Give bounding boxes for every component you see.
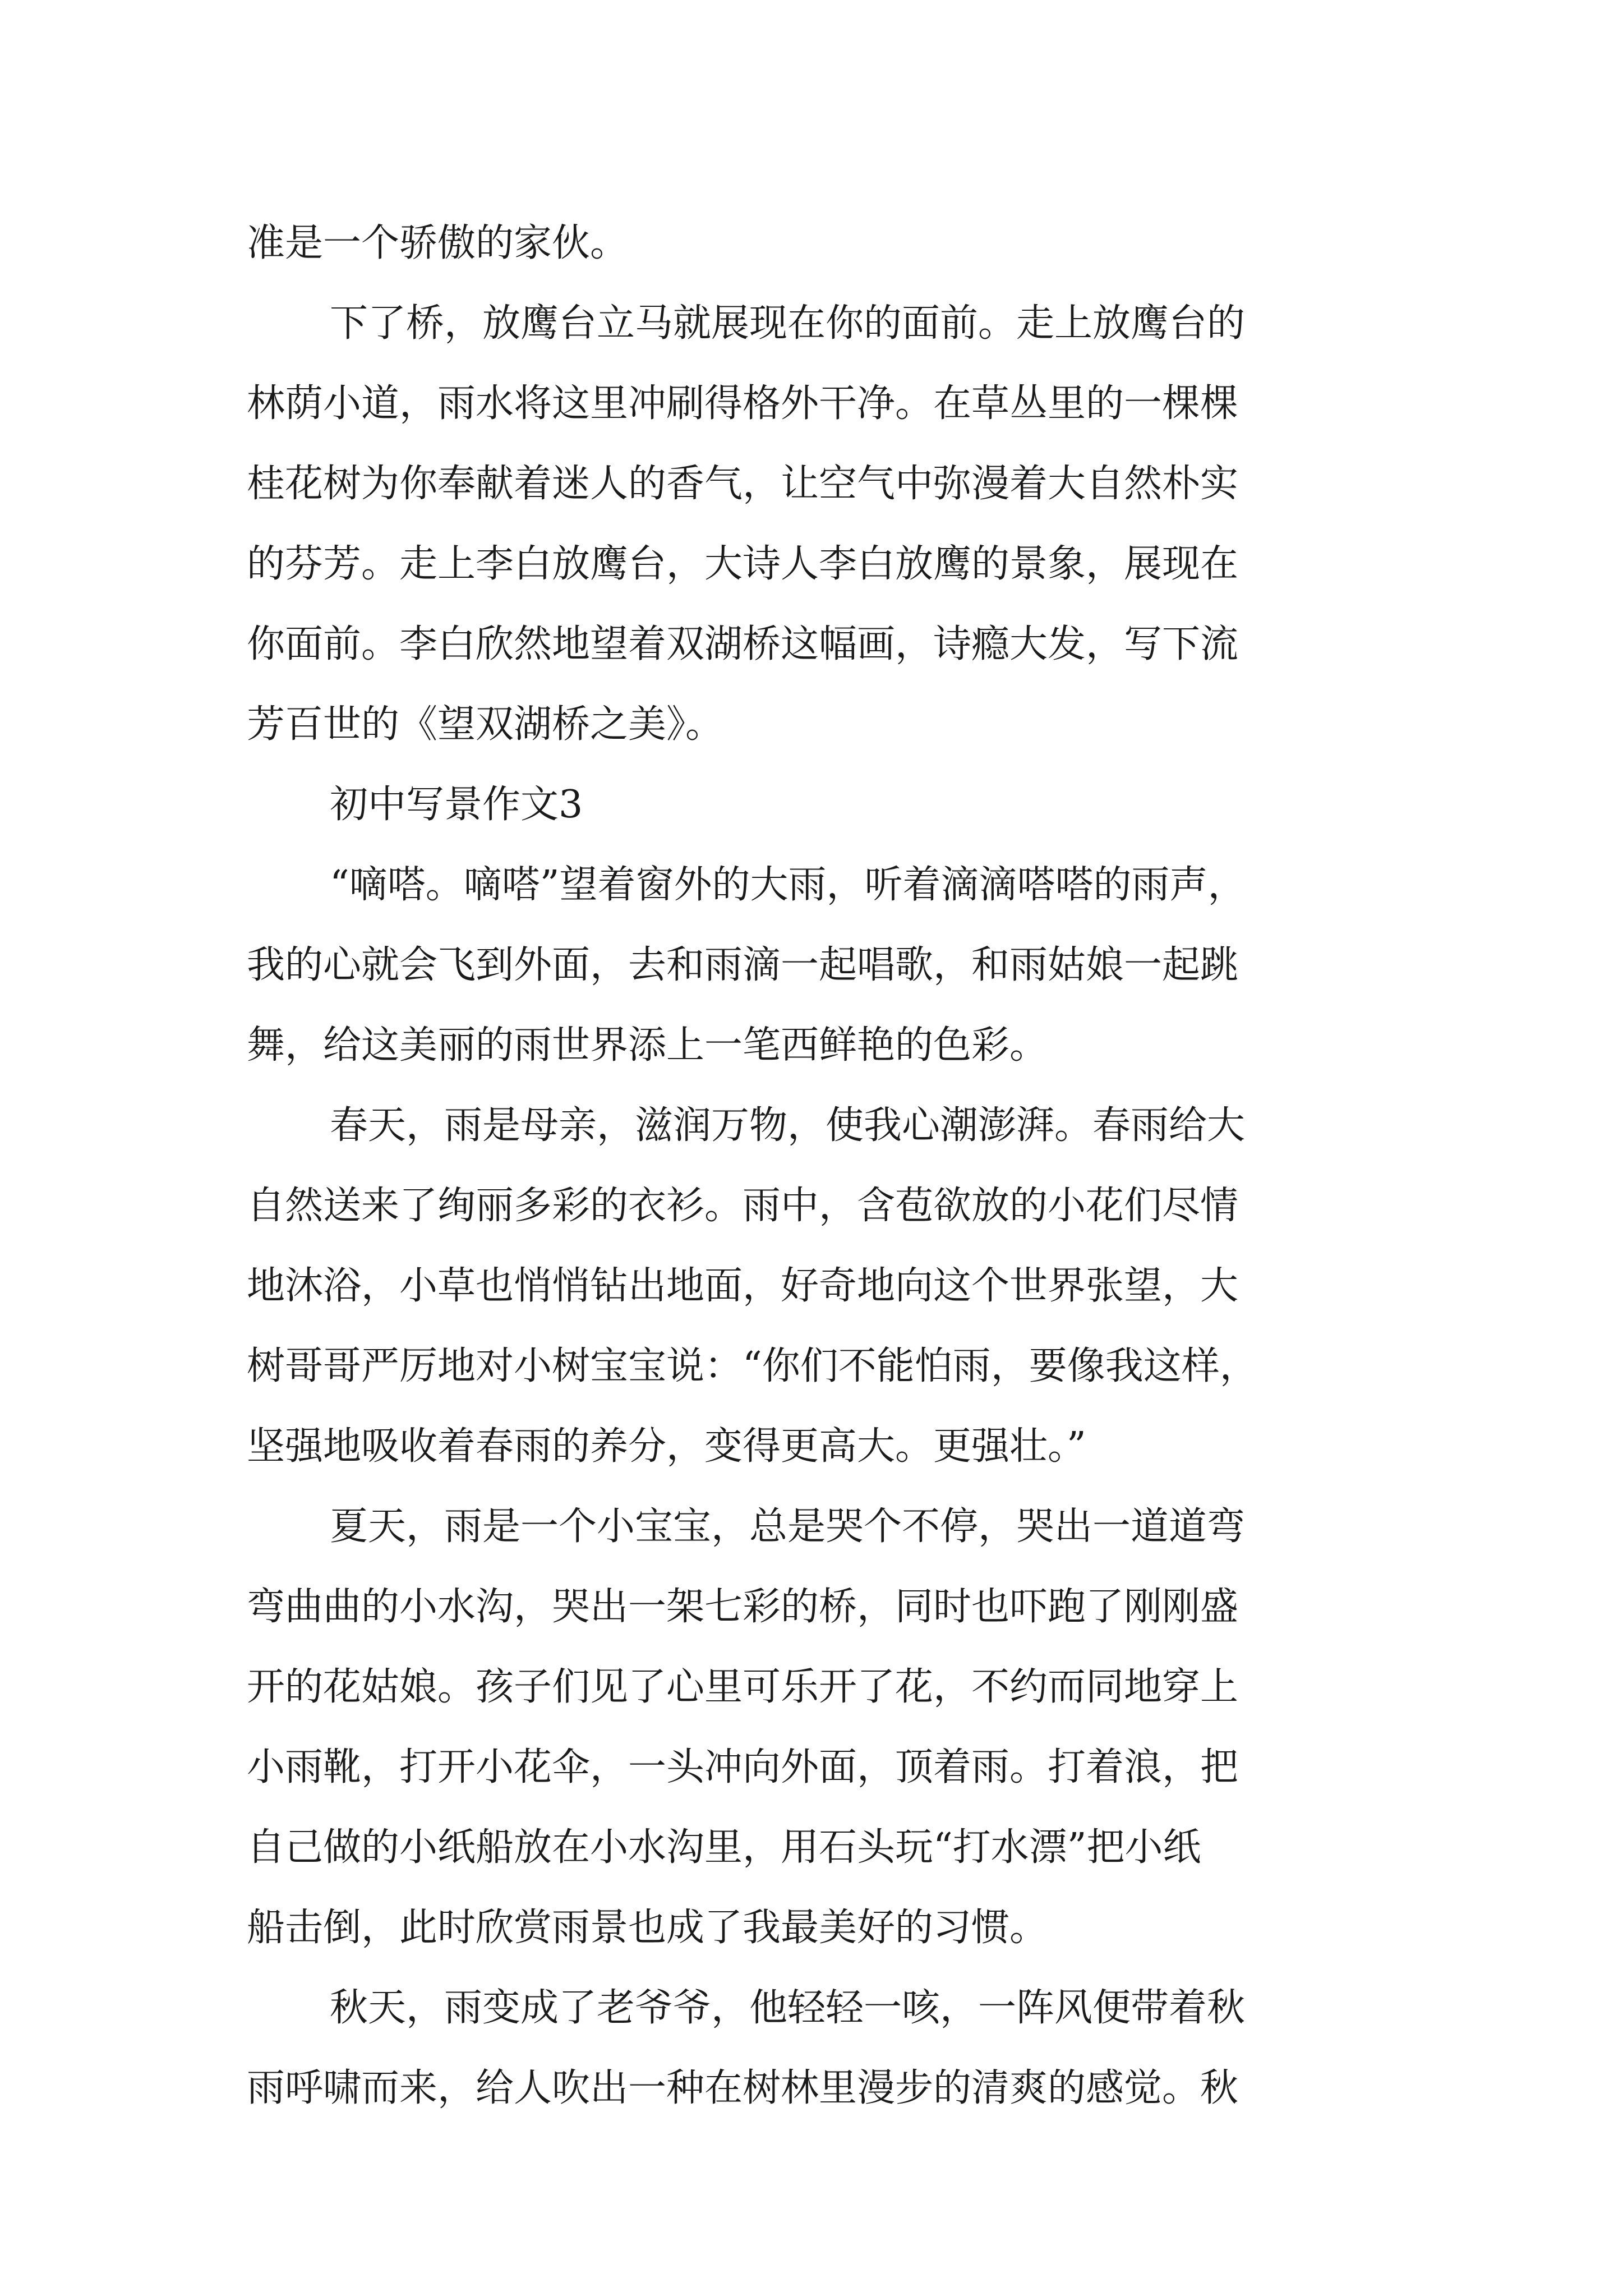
text-line: 舞，给这美丽的雨世界添上一笔西鲜艳的色彩。 (247, 1023, 1048, 1068)
paragraph-start-line: 春天，雨是母亲，滋润万物，使我心潮澎湃。春雨给大 (330, 1103, 1246, 1148)
text-line: 的芬芳。走上李白放鹰台，大诗人李白放鹰的景象，展现在 (247, 542, 1239, 586)
text-line: 自己做的小纸船放在小水沟里，用石头玩“打水漂”把小纸 (247, 1825, 1201, 1870)
text-line: 准是一个骄傲的家伙。 (247, 221, 629, 265)
text-line: 芳百世的《望双湖桥之美》。 (247, 702, 724, 747)
text-line: 我的心就会飞到外面，去和雨滴一起唱歌，和雨姑娘一起跳 (247, 943, 1239, 987)
document-body (247, 203, 1391, 2128)
paragraph-start-line: “嘀嗒。嘀嗒”望着窗外的大雨，听着滴滴嗒嗒的雨声， (330, 863, 1246, 907)
paragraph-start-line: 夏天，雨是一个小宝宝，总是哭个不停，哭出一道道弯 (330, 1504, 1246, 1549)
text-line: 小雨靴，打开小花伞，一头冲向外面，顶着雨。打着浪，把 (247, 1745, 1239, 1789)
text-line: 开的花姑娘。孩子们见了心里可乐开了花，不约而同地穿上 (247, 1665, 1239, 1709)
text-line: 树哥哥严厉地对小树宝宝说：“你们不能怕雨，要像我这样， (247, 1344, 1258, 1388)
text-line: 坚强地吸收着春雨的养分，变得更高大。更强壮。” (247, 1424, 1086, 1469)
paragraph-start-line: 下了桥，放鹰台立马就展现在你的面前。走上放鹰台的 (330, 301, 1246, 346)
text-line: 船击倒，此时欣赏雨景也成了我最美好的习惯。 (247, 1906, 1048, 1950)
text-line: 雨呼啸而来，给人吹出一种在树林里漫步的清爽的感觉。秋 (247, 2066, 1239, 2110)
text-line: 桂花树为你奉献着迷人的香气，让空气中弥漫着大自然朴实 (247, 462, 1239, 506)
text-line: 弯曲曲的小水沟，哭出一架七彩的桥，同时也吓跑了刚刚盛 (247, 1585, 1239, 1629)
text-line: 自然送来了绚丽多彩的衣衫。雨中，含苞欲放的小花们尽情 (247, 1184, 1239, 1228)
text-line: 你面前。李白欣然地望着双湖桥这幅画，诗瘾大发，写下流 (247, 622, 1239, 666)
text-line: 地沐浴，小草也悄悄钻出地面，好奇地向这个世界张望，大 (247, 1264, 1239, 1308)
paragraph-start-line: 秋天，雨变成了老爷爷，他轻轻一咳，一阵风便带着秋 (330, 1986, 1246, 2030)
section-heading: 初中写景作文3 (330, 783, 583, 827)
text-line: 林荫小道，雨水将这里冲刷得格外干净。在草丛里的一棵棵 (247, 381, 1239, 426)
